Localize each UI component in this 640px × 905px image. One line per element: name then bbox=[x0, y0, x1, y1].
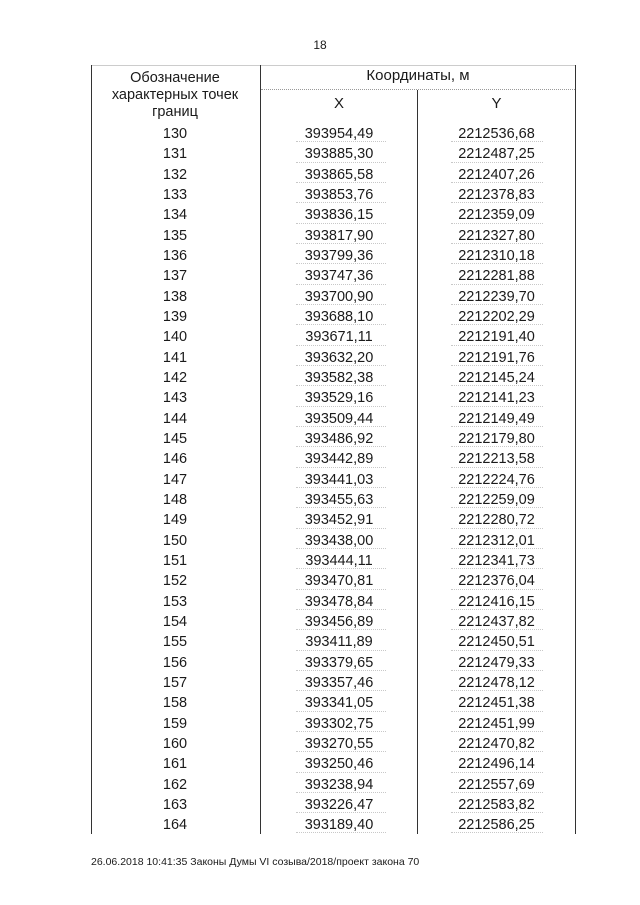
dotted-guide bbox=[296, 650, 386, 652]
point-cell: 130 bbox=[162, 126, 188, 142]
y-cell: 2212451,38 bbox=[458, 695, 535, 712]
y-cell: 2212487,25 bbox=[458, 146, 535, 163]
dotted-guide bbox=[451, 487, 543, 489]
dotted-guide bbox=[296, 548, 386, 550]
dotted-guide bbox=[296, 731, 386, 733]
point-cell: 145 bbox=[162, 430, 188, 447]
dotted-guide bbox=[451, 284, 543, 286]
point-cell: 157 bbox=[162, 674, 188, 691]
x-cell: 393250,46 bbox=[304, 756, 374, 773]
table-row bbox=[91, 775, 575, 795]
point-cell: 155 bbox=[162, 634, 188, 651]
dotted-guide bbox=[296, 690, 386, 692]
y-cell: 2212149,49 bbox=[458, 410, 535, 427]
y-cell: 2212437,82 bbox=[458, 613, 535, 630]
x-cell: 393238,94 bbox=[304, 776, 374, 793]
table-row bbox=[91, 490, 575, 510]
dotted-guide bbox=[451, 141, 543, 143]
dotted-guide bbox=[296, 324, 386, 326]
x-cell: 393486,92 bbox=[304, 430, 374, 447]
table-row bbox=[91, 632, 575, 652]
y-cell: 2212281,88 bbox=[458, 268, 535, 285]
y-cell: 2212202,29 bbox=[458, 308, 535, 325]
dotted-guide bbox=[451, 223, 543, 225]
point-cell: 141 bbox=[162, 349, 188, 366]
x-cell: 393444,11 bbox=[305, 552, 373, 569]
x-cell: 393853,76 bbox=[304, 186, 374, 203]
dotted-guide bbox=[296, 629, 386, 631]
x-cell: 393442,89 bbox=[304, 451, 374, 468]
x-cell: 393357,46 bbox=[304, 674, 374, 691]
point-cell: 162 bbox=[162, 776, 188, 793]
table-row bbox=[91, 653, 575, 673]
point-cell: 153 bbox=[162, 593, 188, 610]
dotted-guide bbox=[451, 751, 543, 753]
dotted-guide bbox=[451, 304, 543, 306]
x-cell: 393836,15 bbox=[304, 207, 374, 224]
dotted-guide bbox=[451, 182, 543, 184]
y-cell: 2212416,15 bbox=[458, 593, 535, 610]
x-cell: 393302,75 bbox=[304, 715, 374, 732]
dotted-guide bbox=[451, 528, 543, 530]
table-row bbox=[91, 205, 575, 225]
point-cell: 142 bbox=[162, 369, 188, 386]
y-cell: 2212378,83 bbox=[458, 186, 535, 203]
dotted-guide bbox=[296, 406, 386, 408]
point-cell: 132 bbox=[162, 166, 188, 183]
footer-text: 26.06.2018 10:41:35 Законы Думы VI созыва/2018/проект закона 70 bbox=[91, 856, 420, 868]
table-row bbox=[91, 185, 575, 205]
y-cell: 2212586,25 bbox=[458, 817, 535, 834]
y-cell: 2212145,24 bbox=[458, 369, 535, 386]
dotted-guide bbox=[296, 162, 386, 164]
header-y: Y bbox=[491, 95, 502, 112]
table-right-border bbox=[575, 65, 576, 834]
table-row bbox=[91, 266, 575, 286]
table-row bbox=[91, 714, 575, 734]
table-row bbox=[91, 795, 575, 815]
table-row bbox=[91, 551, 575, 571]
y-cell: 2212407,26 bbox=[458, 166, 535, 183]
header-x: X bbox=[333, 95, 344, 112]
x-cell: 393478,84 bbox=[304, 593, 374, 610]
dotted-guide bbox=[451, 690, 543, 692]
y-cell: 2212327,80 bbox=[458, 227, 535, 244]
table-row bbox=[91, 449, 575, 469]
y-cell: 2212191,76 bbox=[458, 349, 535, 366]
y-cell: 2212280,72 bbox=[458, 512, 535, 529]
point-cell: 149 bbox=[162, 512, 188, 529]
dotted-guide bbox=[296, 792, 386, 794]
dotted-guide bbox=[296, 385, 386, 387]
table-row bbox=[91, 368, 575, 388]
x-cell: 393456,89 bbox=[304, 613, 374, 630]
x-cell: 393954,49 bbox=[304, 126, 374, 142]
point-cell: 139 bbox=[162, 308, 188, 325]
x-cell: 393509,44 bbox=[304, 410, 374, 427]
table-row bbox=[91, 734, 575, 754]
dotted-guide bbox=[296, 304, 386, 306]
x-cell: 393865,58 bbox=[304, 166, 374, 183]
dotted-guide bbox=[451, 365, 543, 367]
y-cell: 2212239,70 bbox=[458, 288, 535, 305]
x-cell: 393411,89 bbox=[305, 634, 373, 651]
y-cell: 2212224,76 bbox=[458, 471, 535, 488]
dotted-guide bbox=[451, 711, 543, 713]
dotted-guide bbox=[451, 670, 543, 672]
point-cell: 137 bbox=[162, 268, 188, 285]
table-row bbox=[91, 307, 575, 327]
y-cell: 2212536,68 bbox=[458, 126, 535, 142]
dotted-guide bbox=[296, 589, 386, 591]
point-cell: 156 bbox=[162, 654, 188, 671]
point-cell: 140 bbox=[162, 329, 188, 346]
point-cell: 146 bbox=[162, 451, 188, 468]
dotted-guide bbox=[451, 609, 543, 611]
dotted-guide bbox=[451, 568, 543, 570]
x-cell: 393688,10 bbox=[304, 308, 374, 325]
x-cell: 393455,63 bbox=[304, 491, 374, 508]
header-separator bbox=[261, 89, 575, 91]
point-cell: 152 bbox=[162, 573, 188, 590]
dotted-guide bbox=[451, 385, 543, 387]
dotted-guide bbox=[451, 792, 543, 794]
x-cell: 393270,55 bbox=[304, 735, 374, 752]
dotted-guide bbox=[296, 670, 386, 672]
dotted-guide bbox=[451, 832, 543, 834]
table-row bbox=[91, 409, 575, 429]
dotted-guide bbox=[451, 812, 543, 814]
dotted-guide bbox=[296, 345, 386, 347]
table-row bbox=[91, 754, 575, 774]
point-cell: 144 bbox=[162, 410, 188, 427]
table-row bbox=[91, 165, 575, 185]
dotted-guide bbox=[451, 629, 543, 631]
table-row bbox=[91, 429, 575, 449]
dotted-guide bbox=[296, 202, 386, 204]
x-cell: 393341,05 bbox=[304, 695, 374, 712]
table-body bbox=[91, 124, 575, 835]
dotted-guide bbox=[451, 162, 543, 164]
point-cell: 138 bbox=[162, 288, 188, 305]
y-cell: 2212341,73 bbox=[458, 552, 535, 569]
point-cell: 136 bbox=[162, 247, 188, 264]
point-cell: 135 bbox=[162, 227, 188, 244]
y-cell: 2212557,69 bbox=[458, 776, 535, 793]
header-coordinates: Координаты, м bbox=[366, 67, 470, 84]
y-cell: 2212450,51 bbox=[458, 634, 535, 651]
header-point-designation: Обозначение характерных точек границ bbox=[111, 70, 239, 120]
y-cell: 2212179,80 bbox=[458, 430, 535, 447]
dotted-guide bbox=[296, 467, 386, 469]
point-cell: 160 bbox=[162, 735, 188, 752]
table-row bbox=[91, 287, 575, 307]
point-cell: 150 bbox=[162, 532, 188, 549]
dotted-guide bbox=[451, 731, 543, 733]
point-cell: 164 bbox=[162, 817, 188, 834]
table-row bbox=[91, 226, 575, 246]
x-cell: 393529,16 bbox=[304, 390, 374, 407]
dotted-guide bbox=[451, 467, 543, 469]
dotted-guide bbox=[296, 223, 386, 225]
point-cell: 133 bbox=[162, 186, 188, 203]
table-row bbox=[91, 327, 575, 347]
y-cell: 2212376,04 bbox=[458, 573, 535, 590]
y-cell: 2212479,33 bbox=[458, 654, 535, 671]
x-cell: 393747,36 bbox=[304, 268, 374, 285]
x-cell: 393441,03 bbox=[304, 471, 374, 488]
table-row bbox=[91, 815, 575, 835]
point-cell: 163 bbox=[162, 796, 188, 813]
dotted-guide bbox=[296, 711, 386, 713]
dotted-guide bbox=[296, 609, 386, 611]
point-cell: 158 bbox=[162, 695, 188, 712]
x-cell: 393582,38 bbox=[304, 369, 374, 386]
dotted-guide bbox=[451, 345, 543, 347]
dotted-guide bbox=[451, 772, 543, 774]
dotted-guide bbox=[451, 426, 543, 428]
point-cell: 134 bbox=[162, 207, 188, 224]
table-row bbox=[91, 510, 575, 530]
x-cell: 393452,91 bbox=[304, 512, 374, 529]
x-cell: 393379,65 bbox=[304, 654, 374, 671]
point-cell: 161 bbox=[162, 756, 188, 773]
table-row bbox=[91, 246, 575, 266]
table-row bbox=[91, 612, 575, 632]
table-row bbox=[91, 693, 575, 713]
x-cell: 393470,81 bbox=[304, 573, 374, 590]
dotted-guide bbox=[296, 812, 386, 814]
point-cell: 151 bbox=[162, 552, 188, 569]
dotted-guide bbox=[296, 182, 386, 184]
x-cell: 393700,90 bbox=[304, 288, 374, 305]
x-cell: 393671,11 bbox=[305, 329, 373, 346]
dotted-guide bbox=[451, 548, 543, 550]
y-cell: 2212213,58 bbox=[458, 451, 535, 468]
y-cell: 2212478,12 bbox=[458, 674, 535, 691]
x-cell: 393885,30 bbox=[304, 146, 374, 163]
table-row bbox=[91, 531, 575, 551]
point-cell: 154 bbox=[162, 613, 188, 630]
y-cell: 2212496,14 bbox=[458, 756, 535, 773]
dotted-guide bbox=[296, 528, 386, 530]
table-row bbox=[91, 470, 575, 490]
table-row bbox=[91, 673, 575, 693]
y-cell: 2212141,23 bbox=[458, 390, 535, 407]
table-row bbox=[91, 124, 575, 144]
point-cell: 159 bbox=[162, 715, 188, 732]
y-cell: 2212359,09 bbox=[458, 207, 535, 224]
dotted-guide bbox=[296, 263, 386, 265]
x-cell: 393632,20 bbox=[304, 349, 374, 366]
x-cell: 393799,36 bbox=[304, 247, 374, 264]
dotted-guide bbox=[451, 263, 543, 265]
dotted-guide bbox=[296, 426, 386, 428]
dotted-guide bbox=[296, 365, 386, 367]
point-cell: 143 bbox=[162, 390, 188, 407]
y-cell: 2212312,01 bbox=[458, 532, 535, 549]
point-cell: 147 bbox=[162, 471, 188, 488]
point-cell: 148 bbox=[162, 491, 188, 508]
point-cell: 131 bbox=[162, 146, 188, 163]
x-cell: 393226,47 bbox=[304, 796, 374, 813]
y-cell: 2212259,09 bbox=[458, 491, 535, 508]
dotted-guide bbox=[451, 589, 543, 591]
dotted-guide bbox=[451, 202, 543, 204]
dotted-guide bbox=[451, 446, 543, 448]
y-cell: 2212451,99 bbox=[458, 715, 535, 732]
table-row bbox=[91, 592, 575, 612]
y-cell: 2212191,40 bbox=[458, 329, 535, 346]
table-row bbox=[91, 348, 575, 368]
dotted-guide bbox=[296, 507, 386, 509]
dotted-guide bbox=[451, 507, 543, 509]
x-cell: 393189,40 bbox=[304, 817, 374, 834]
x-cell: 393817,90 bbox=[304, 227, 374, 244]
dotted-guide bbox=[296, 772, 386, 774]
dotted-guide bbox=[296, 243, 386, 245]
coordinates-table bbox=[91, 65, 575, 834]
table-row bbox=[91, 144, 575, 164]
x-cell: 393438,00 bbox=[304, 532, 374, 549]
y-cell: 2212583,82 bbox=[458, 796, 535, 813]
dotted-guide bbox=[296, 568, 386, 570]
dotted-guide bbox=[296, 487, 386, 489]
dotted-guide bbox=[296, 832, 386, 834]
page-number: 18 bbox=[313, 38, 327, 52]
y-cell: 2212310,18 bbox=[458, 247, 535, 264]
table-row bbox=[91, 571, 575, 591]
dotted-guide bbox=[451, 650, 543, 652]
dotted-guide bbox=[451, 406, 543, 408]
dotted-guide bbox=[451, 243, 543, 245]
y-cell: 2212470,82 bbox=[458, 735, 535, 752]
dotted-guide bbox=[296, 141, 386, 143]
dotted-guide bbox=[451, 324, 543, 326]
table-row bbox=[91, 388, 575, 408]
dotted-guide bbox=[296, 751, 386, 753]
dotted-guide bbox=[296, 284, 386, 286]
dotted-guide bbox=[296, 446, 386, 448]
